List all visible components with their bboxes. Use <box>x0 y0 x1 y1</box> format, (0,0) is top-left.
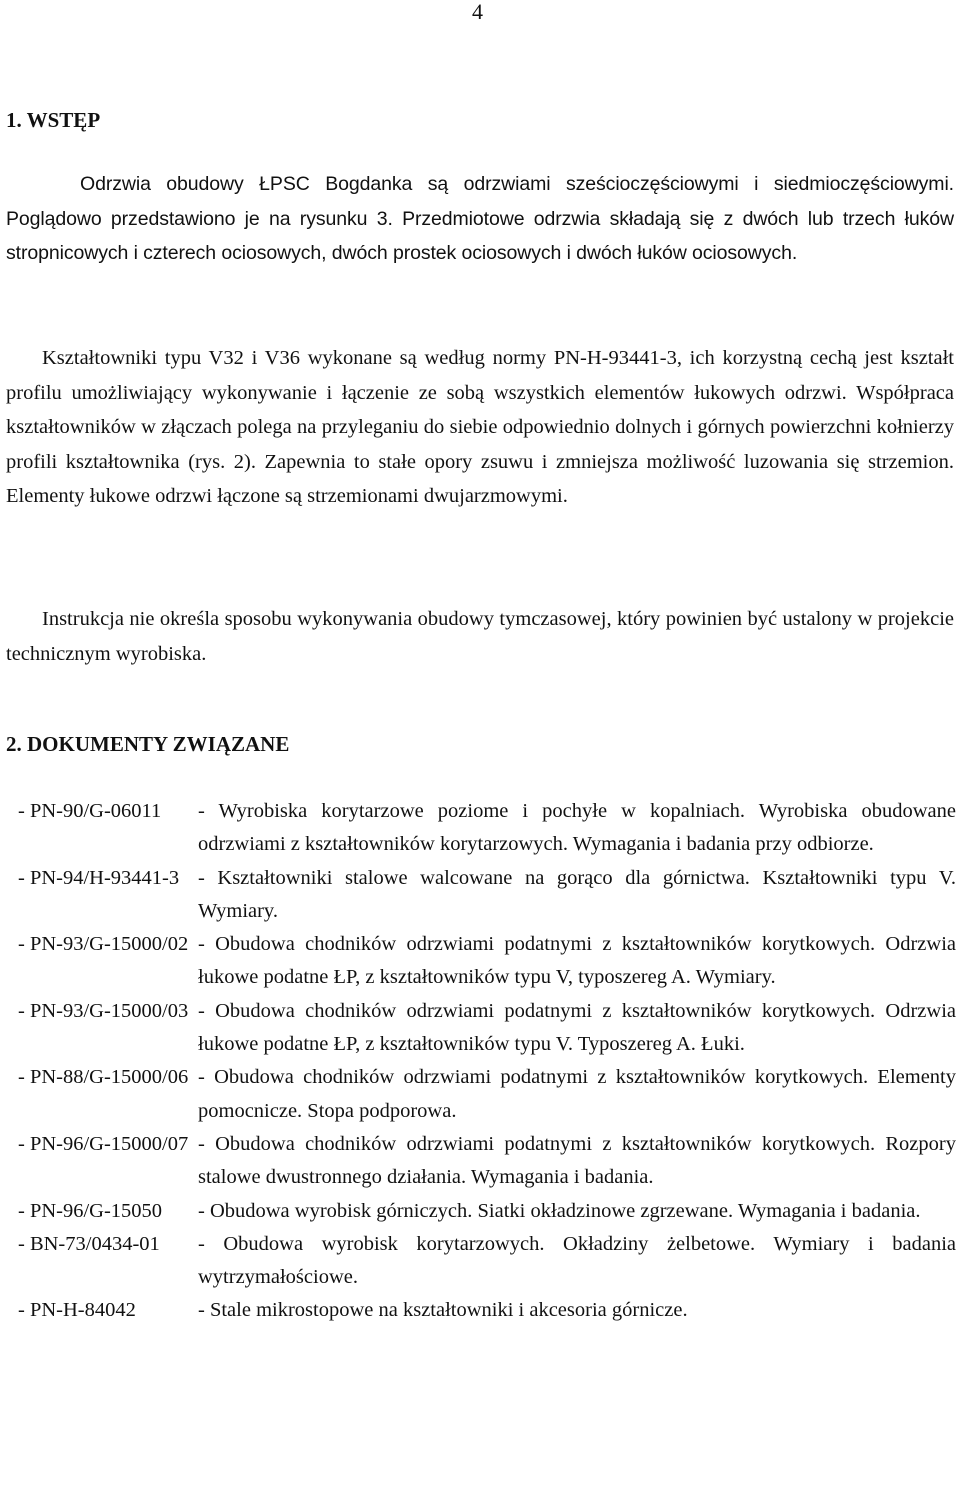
reference-title: - Obudowa wyrobisk górniczych. Siatki okładzinowe zgrzewane. Wymagania i badania. <box>198 1199 921 1222</box>
page-number: 4 <box>472 0 483 24</box>
reference-item <box>18 795 956 862</box>
reference-item <box>18 1061 956 1128</box>
section-heading-wstep: 1. WSTĘP <box>6 108 101 132</box>
reference-code: - PN-90/G-06011 <box>18 800 162 822</box>
reference-item <box>18 995 956 1062</box>
paragraph-instruction <box>6 602 954 671</box>
reference-code: - PN-94/H-93441-3 <box>18 866 180 889</box>
reference-item <box>18 1228 956 1295</box>
reference-title: - Kształtowniki stalowe walcowane na gorąco dla górnictwa. Kształtowniki typu V. Wymiary. <box>198 866 956 922</box>
paragraph-instruction-text: Instrukcja nie określa sposobu wykonywania obudowy tymczasowej, który powinien być ustalony w projekcie technicznym wyrobiska. <box>6 608 954 665</box>
paragraph-profiles-text: Kształtowniki typu V32 i V36 wykonane są według normy PN-H-93441-3, ich korzystną cechą jest kształt profilu umożliwiający wykonywanie i łączenie ze sobą wszystkich elementów łukowych odrzwi. Współpraca kształtowników w złączach polega na przyleganiu do siebie odpowiednio dolnych i górnych powierzchni kołnierzy profili kształtownika (rys. 2). Zapewnia to stałe opory zsuwu i zmniejsza możliwość luzowania się strzemion. Elementy łukowe odrzwi łączone są strzemionami dwujarzmowymi. <box>6 347 954 508</box>
reference-item <box>18 1128 956 1195</box>
reference-code: - PN-H-84042 <box>18 1299 136 1322</box>
reference-code: - PN-96/G-15000/07 <box>18 1132 189 1155</box>
reference-code: - PN-93/G-15000/02 <box>18 933 189 956</box>
paragraph-intro <box>6 167 954 271</box>
reference-title: - Obudowa chodników odrzwiami podatnymi z kształtowników korytkowych. Rozpory stalowe dwustronnego działania. Wymagania i badania. <box>198 1132 956 1189</box>
reference-code: - PN-96/G-15050 <box>18 1199 163 1222</box>
paragraph-intro-text: Odrzwia obudowy ŁPSC Bogdanka są odrzwiami sześcioczęściowymi i siedmioczęściowymi. Poglądowo przedstawiono je na rysunku 3. Przedmiotowe odrzwia składają się z dwóch lub trzech łuków stropnicowych i czterech ociosowych, dwóch prostek ociosowych i dwóch łuków ociosowych. <box>6 173 954 265</box>
reference-code: - BN-73/0434-01 <box>18 1232 160 1255</box>
reference-title: - Stale mikrostopowe na kształtowniki i akcesoria górnicze. <box>198 1299 688 1322</box>
reference-title: - Obudowa chodników odrzwiami podatnymi z kształtowników korytkowych. Odrzwia łukowe podatne ŁP, z kształtowników typu V. Typoszereg A. Łuki. <box>198 999 956 1056</box>
reference-item <box>18 1294 956 1327</box>
reference-list <box>18 795 956 1328</box>
paragraph-profiles <box>6 341 954 514</box>
reference-item <box>18 862 956 929</box>
reference-code: - PN-88/G-15000/06 <box>18 1066 189 1089</box>
reference-title: - Obudowa chodników odrzwiami podatnymi z kształtowników korytkowych. Odrzwia łukowe podatne ŁP, z kształtowników typu V, typoszereg A. Wymiary. <box>198 933 956 989</box>
reference-title: - Wyrobiska korytarzowe poziome i pochyłe w kopalniach. Wyrobiska obudowane odrzwiami z kształtowników korytarzowych. Wymagania i badania przy odbiorze. <box>198 800 956 856</box>
reference-title: - Obudowa wyrobisk korytarzowych. Okładziny żelbetowe. Wymiary i badania wytrzymałościowe. <box>198 1232 956 1289</box>
reference-item <box>18 1195 956 1228</box>
section-heading-dokumenty: 2. DOKUMENTY ZWIĄZANE <box>6 732 290 756</box>
reference-item <box>18 928 956 995</box>
reference-code: - PN-93/G-15000/03 <box>18 999 189 1022</box>
reference-title: - Obudowa chodników odrzwiami podatnymi z kształtowników korytkowych. Elementy pomocnicze. Stopa podporowa. <box>198 1066 956 1122</box>
